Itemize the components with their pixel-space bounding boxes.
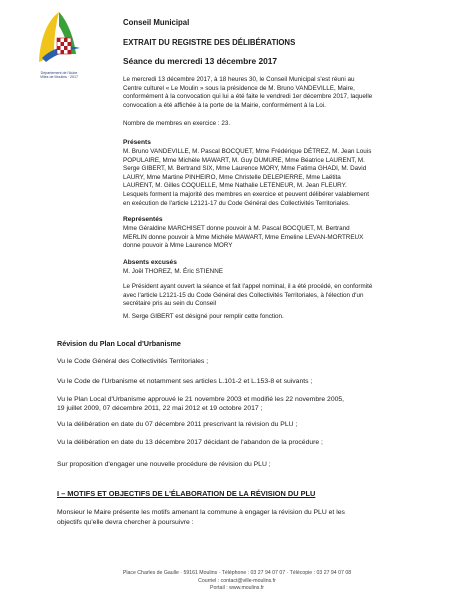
municipality-logo [30, 8, 86, 80]
footer-website: Portail : www.moulins.fr [210, 585, 264, 592]
session-date: Séance du mercredi 13 décembre 2017 [123, 56, 278, 66]
secretary-line: M. Serge GIBERT est désigné pour remplir cette fonction. [123, 313, 284, 320]
footer-email: Courriel : contact@ville-moulins.fr [198, 577, 276, 584]
vu-urbanisme: Vu le Code de l'Urbanisme et notamment ses articles L.101-2 et L.153-8 et suivants ; [57, 378, 313, 385]
logo-caption-sub: Villes de Moulins · 2017 [39, 75, 79, 79]
register-title: EXTRAIT DU REGISTRE DES DÉLIBÉRATIONS [123, 38, 296, 47]
logo-emblem-icon [36, 8, 82, 70]
vu-cgct: Vu le Code Général des Collectivités Territoriales ; [57, 358, 209, 365]
organization-title: Conseil Municipal [123, 18, 190, 27]
presents-list: M. Bruno VANDEVILLE, M. Pascal BOCQUET, Mme Frédérique DÉTREZ, M. Jean Louis POPULAIRE, Mme Michèle MAWART, M. Guy DUMURE, Mme Béatrice LAURENT, M. Serge GIBERT, M. Bertrand SIX, Mme Laurence MORY, Mme Fatima GHADI, M. David LAURY, Mme Martine PINHEIRO, Mme Christelle DELEPIERRE, Mme Laëtita LAURENT, M. Gilles COQUELLE, Mme Nathalie LETENEUR, M. Jean FLEURY. Lesquels forment la majorité des membres en exercice et peuvent délibérer valablement en exécution de l'article L2121-17 du Code Général des Collectivités Territoriales. [123, 148, 372, 207]
page-footer [92, 570, 382, 593]
appel-paragraph: Le Président ayant ouvert la séance et fait l'appel nominal, il a été procédé, en conformité avec l'article L2121-15 du Code Général des Collectivités Territoriales, à l'élection d'un secrétaire pris au sein du Conseil [123, 283, 373, 308]
motifs-paragraph: Monsieur le Maire présente les motifs amenant la commune à engager la révision du PLU et les objectifs qu'elle devra chercher à poursuivre : [57, 509, 345, 526]
representes-title: Représentés [123, 216, 163, 223]
absents-title: Absents excusés [123, 259, 177, 266]
vu-deliberation-2011: Vu la délibération en date du 07 décembre 2011 prescrivant la révision du PLU ; [57, 421, 298, 428]
proposition-line: Sur proposition d'engager une nouvelle procédure de révision du PLU ; [57, 461, 271, 468]
footer-address: Place Charles de Gaulle · 59161 Moulins · Téléphone : 03 27 94 07 07 · Télécopie : 03 27 94 07 08 [122, 570, 352, 576]
presents-title: Présents [123, 139, 151, 146]
vu-deliberation-2017: Vu la délibération en date du 13 décembre 2017 décidant de l'abandon de la procédure ; [57, 439, 323, 446]
absents-list: M. Joël THOREZ, M. Éric STIENNE [123, 268, 223, 275]
vu-plu: Vu le Plan Local d'Urbanisme approuvé le 21 novembre 2003 et modifié les 22 novembre 2005, 19 juillet 2009, 07 décembre 2011, 22 mai 2012 et 19 octobre 2017 ; [57, 396, 345, 413]
motifs-heading: I – MOTIFS ET OBJECTIFS DE L'ÉLABORATION DE LA RÉVISION DU PLU [57, 489, 316, 498]
intro-paragraph: Le mercredi 13 décembre 2017, à 18 heures 30, le Conseil Municipal s'est réuni au Centre culturel « Le Moulin » sous la présidence de M. Bruno VANDEVILLE, Maire, conformément à la convocation qui lui a été faite le vendredi 1er décembre 2017, laquelle convocation a été affichée à la porte de la Mairie, conformément à la Loi. [123, 76, 373, 109]
revision-title: Révision du Plan Local d'Urbanisme [57, 339, 181, 348]
members-count: Nombre de membres en exercice : 23. [123, 120, 231, 127]
representes-list: Mme Géraldine MARCHISET donne pouvoir à M. Pascal BOCQUET, M. Bertrand MERLIN donne pouvoir à Mme Michèle MAWART, Mme Emeline LEVAN-MORTREUX donne pouvoir à Mme Laurence MORY [123, 225, 364, 250]
logo-caption: Département de l'Aube [40, 71, 78, 75]
